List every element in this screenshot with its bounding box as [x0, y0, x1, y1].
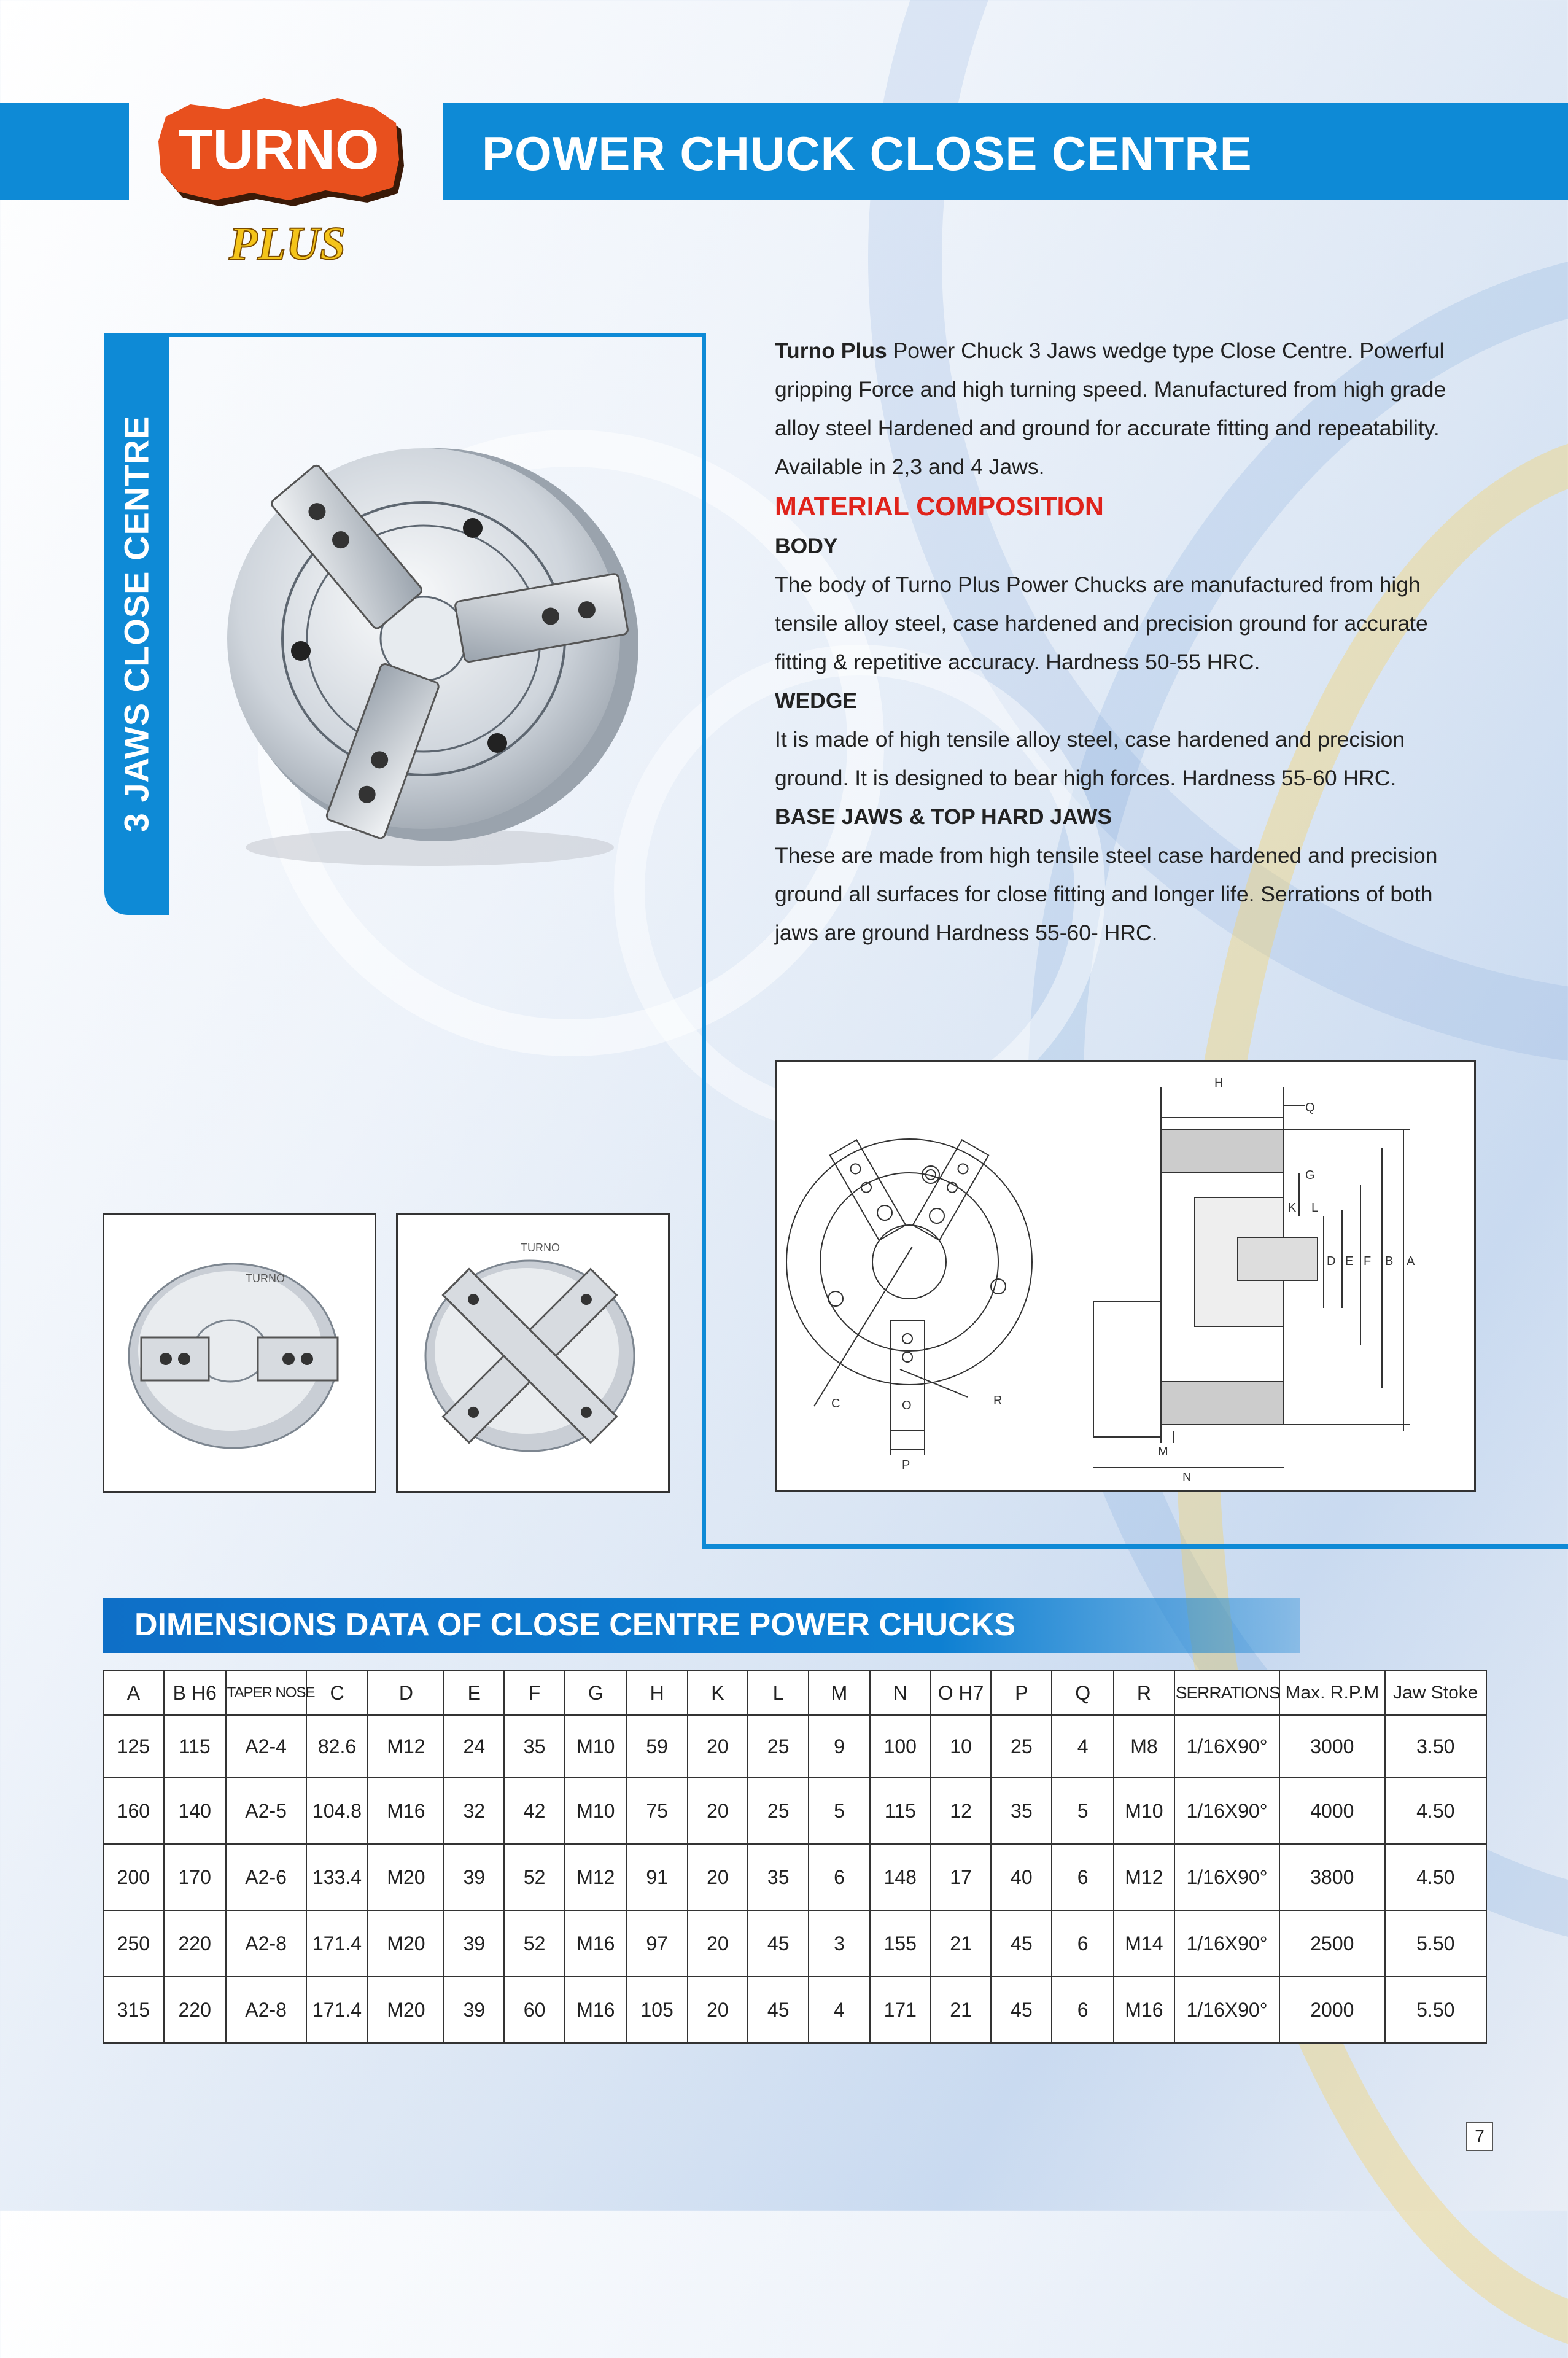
table-cell: 315	[103, 1977, 164, 2043]
diagram-label: C	[831, 1397, 840, 1411]
table-cell: 171	[870, 1977, 931, 2043]
table-cell: 3000	[1279, 1715, 1384, 1778]
table-cell: M14	[1114, 1910, 1174, 1977]
column-header: H	[627, 1671, 688, 1715]
table-cell: 75	[627, 1778, 688, 1844]
diagram-label: L	[1311, 1201, 1319, 1215]
table-cell: 171.4	[306, 1977, 368, 2043]
column-header: M	[809, 1671, 870, 1715]
four-jaw-chuck-image	[396, 1213, 670, 1493]
table-cell: 220	[164, 1910, 226, 1977]
svg-text:PLUS: PLUS	[229, 218, 346, 270]
turno-plus-logo	[158, 86, 416, 289]
table-cell: 45	[991, 1977, 1052, 2043]
table-cell: 4000	[1279, 1778, 1384, 1844]
jaws-heading: BASE JAWS & TOP HARD JAWS	[775, 804, 1112, 829]
table-cell: 24	[444, 1715, 504, 1778]
table-cell: M12	[1114, 1844, 1174, 1910]
table-cell: 5	[809, 1778, 870, 1844]
table-cell: M20	[368, 1844, 444, 1910]
wedge-text: It is made of high tensile alloy steel, case hardened and precision ground. It is designed to bear high forces. Hardness 55-60 HRC.	[775, 727, 1405, 790]
table-cell: 35	[504, 1715, 565, 1778]
table-cell: 1/16X90°	[1174, 1778, 1279, 1844]
table-cell: 155	[870, 1910, 931, 1977]
side-tab-label: 3 JAWS CLOSE CENTRE	[117, 415, 156, 833]
table-cell: M10	[565, 1778, 627, 1844]
column-header: A	[103, 1671, 164, 1715]
page-number: 7	[1466, 2122, 1493, 2151]
table-cell: M20	[368, 1977, 444, 2043]
material-heading: MATERIAL COMPOSITION	[775, 492, 1104, 521]
table-cell: M20	[368, 1910, 444, 1977]
table-cell: 20	[688, 1844, 748, 1910]
dimensions-banner	[103, 1598, 1300, 1653]
diagram-label: N	[1182, 1471, 1192, 1484]
diagram-label: M	[1158, 1445, 1168, 1458]
table-cell: 20	[688, 1715, 748, 1778]
table-cell: 39	[444, 1977, 504, 2043]
table-cell: A2-4	[226, 1715, 306, 1778]
table-cell: 4.50	[1385, 1778, 1486, 1844]
table-cell: 45	[748, 1910, 809, 1977]
table-cell: 171.4	[306, 1910, 368, 1977]
table-cell: 45	[748, 1977, 809, 2043]
table-cell: 148	[870, 1844, 931, 1910]
table-cell: 4	[1052, 1715, 1114, 1778]
column-header: SERRATIONS	[1174, 1671, 1279, 1715]
table-cell: 6	[1052, 1977, 1114, 2043]
table-cell: 105	[627, 1977, 688, 2043]
column-header: L	[748, 1671, 809, 1715]
table-cell: 3800	[1279, 1844, 1384, 1910]
table-cell: 133.4	[306, 1844, 368, 1910]
table-cell: 2000	[1279, 1977, 1384, 2043]
table-cell: 35	[991, 1778, 1052, 1844]
table-cell: 250	[103, 1910, 164, 1977]
column-header: E	[444, 1671, 504, 1715]
table-cell: 42	[504, 1778, 565, 1844]
diagram-label: O	[902, 1399, 912, 1412]
table-cell: 5.50	[1385, 1910, 1486, 1977]
dimensions-title: DIMENSIONS DATA OF CLOSE CENTRE POWER CHUCKS	[134, 1607, 1015, 1643]
table-cell: 21	[931, 1910, 992, 1977]
two-jaw-chuck-image	[103, 1213, 376, 1493]
frame-border	[702, 333, 706, 1549]
table-cell: 21	[931, 1977, 992, 2043]
column-header: R	[1114, 1671, 1174, 1715]
intro-paragraph	[775, 332, 1481, 486]
technical-drawing	[775, 1060, 1476, 1492]
brand-name: Turno Plus	[775, 338, 887, 363]
diagram-label: B	[1385, 1255, 1394, 1268]
table-cell: M12	[565, 1844, 627, 1910]
column-header: F	[504, 1671, 565, 1715]
table-row	[103, 1778, 1486, 1844]
table-cell: 160	[103, 1778, 164, 1844]
svg-text:TURNO: TURNO	[246, 1272, 285, 1285]
diagram-label: R	[993, 1394, 1003, 1407]
table-cell: 35	[748, 1844, 809, 1910]
column-header: C	[306, 1671, 368, 1715]
table-cell: 200	[103, 1844, 164, 1910]
column-header: D	[368, 1671, 444, 1715]
column-header: G	[565, 1671, 627, 1715]
table-cell: A2-8	[226, 1977, 306, 2043]
column-header: TAPER NOSE	[226, 1671, 306, 1715]
table-cell: 4	[809, 1977, 870, 2043]
column-header: Q	[1052, 1671, 1114, 1715]
table-cell: M10	[1114, 1778, 1174, 1844]
page-title: POWER CHUCK CLOSE CENTRE	[482, 126, 1252, 181]
power-chuck-3-jaw-image	[209, 418, 651, 872]
table-cell: 9	[809, 1715, 870, 1778]
table-cell: 1/16X90°	[1174, 1715, 1279, 1778]
header-bar-left	[0, 103, 129, 200]
table-cell: 97	[627, 1910, 688, 1977]
table-cell: 20	[688, 1778, 748, 1844]
table-cell: 125	[103, 1715, 164, 1778]
table-header-row	[103, 1671, 1486, 1715]
table-cell: 20	[688, 1977, 748, 2043]
table-cell: 140	[164, 1778, 226, 1844]
table-cell: 1/16X90°	[1174, 1977, 1279, 2043]
diagram-label: Q	[1305, 1101, 1315, 1115]
frame-border	[702, 1544, 1568, 1549]
dimensions-table	[103, 1670, 1487, 2044]
table-cell: 59	[627, 1715, 688, 1778]
table-cell: A2-8	[226, 1910, 306, 1977]
svg-text:TURNO: TURNO	[521, 1242, 560, 1254]
table-cell: 220	[164, 1977, 226, 2043]
body-heading: BODY	[775, 534, 838, 558]
table-cell: 115	[870, 1778, 931, 1844]
table-cell: 104.8	[306, 1778, 368, 1844]
table-cell: 17	[931, 1844, 992, 1910]
table-cell: 1/16X90°	[1174, 1844, 1279, 1910]
diagram-label: K	[1288, 1201, 1297, 1215]
table-cell: M8	[1114, 1715, 1174, 1778]
table-cell: 2500	[1279, 1910, 1384, 1977]
table-cell: M16	[1114, 1977, 1174, 2043]
table-cell: M16	[565, 1977, 627, 2043]
column-header: N	[870, 1671, 931, 1715]
column-header: K	[688, 1671, 748, 1715]
svg-text:TURNO: TURNO	[178, 119, 379, 181]
diagram-label: P	[902, 1458, 910, 1472]
table-row	[103, 1910, 1486, 1977]
table-row	[103, 1844, 1486, 1910]
product-description	[775, 332, 1481, 952]
jaws-text: These are made from high tensile steel case hardened and precision ground all surfaces for close fitting and longer life. Serrations of both jaws are ground Hardness 55-60- HRC.	[775, 843, 1438, 945]
table-cell: 20	[688, 1910, 748, 1977]
column-header: P	[991, 1671, 1052, 1715]
column-header: Max. R.P.M	[1279, 1671, 1384, 1715]
body-text: The body of Turno Plus Power Chucks are manufactured from high tensile alloy steel, case hardened and precision ground for accurate fitting & repetitive accuracy. Hardness 50-55 HRC.	[775, 572, 1428, 674]
table-row	[103, 1715, 1486, 1778]
diagram-label: F	[1364, 1255, 1372, 1268]
table-cell: 10	[931, 1715, 992, 1778]
table-cell: 52	[504, 1844, 565, 1910]
table-cell: 100	[870, 1715, 931, 1778]
table-cell: 25	[991, 1715, 1052, 1778]
table-cell: 170	[164, 1844, 226, 1910]
table-cell: M12	[368, 1715, 444, 1778]
table-cell: 1/16X90°	[1174, 1910, 1279, 1977]
diagram-label: D	[1327, 1255, 1336, 1268]
table-cell: 82.6	[306, 1715, 368, 1778]
table-cell: 52	[504, 1910, 565, 1977]
table-cell: 6	[1052, 1844, 1114, 1910]
table-cell: M10	[565, 1715, 627, 1778]
intro-text: Power Chuck 3 Jaws wedge type Close Centre. Powerful gripping Force and high turning speed. Manufactured from high grade alloy steel Hardened and ground for accurate fitting and repeatability. Available in 2,3 and 4 Jaws.	[775, 338, 1446, 479]
table-cell: 91	[627, 1844, 688, 1910]
table-cell: A2-5	[226, 1778, 306, 1844]
table-cell: 25	[748, 1715, 809, 1778]
table-cell: 6	[1052, 1910, 1114, 1977]
diagram-label: E	[1345, 1255, 1354, 1268]
wedge-heading: WEDGE	[775, 688, 858, 713]
table-cell: 32	[444, 1778, 504, 1844]
table-cell: 60	[504, 1977, 565, 2043]
table-cell: 39	[444, 1844, 504, 1910]
table-cell: 5	[1052, 1778, 1114, 1844]
table-cell: 6	[809, 1844, 870, 1910]
table-cell: 25	[748, 1778, 809, 1844]
table-row	[103, 1977, 1486, 2043]
table-cell: 4.50	[1385, 1844, 1486, 1910]
table-cell: 115	[164, 1715, 226, 1778]
table-cell: 3	[809, 1910, 870, 1977]
table-cell: 45	[991, 1910, 1052, 1977]
diagram-label: A	[1407, 1255, 1415, 1268]
table-cell: 40	[991, 1844, 1052, 1910]
column-header: B H6	[164, 1671, 226, 1715]
table-cell: 5.50	[1385, 1977, 1486, 2043]
table-cell: M16	[565, 1910, 627, 1977]
table-cell: 39	[444, 1910, 504, 1977]
table-cell: M16	[368, 1778, 444, 1844]
table-cell: A2-6	[226, 1844, 306, 1910]
frame-border	[169, 333, 706, 337]
column-header: Jaw Stoke	[1385, 1671, 1486, 1715]
table-cell: 3.50	[1385, 1715, 1486, 1778]
diagram-label: G	[1305, 1169, 1315, 1182]
diagram-label: H	[1214, 1076, 1224, 1090]
table-cell: 12	[931, 1778, 992, 1844]
column-header: O H7	[931, 1671, 992, 1715]
